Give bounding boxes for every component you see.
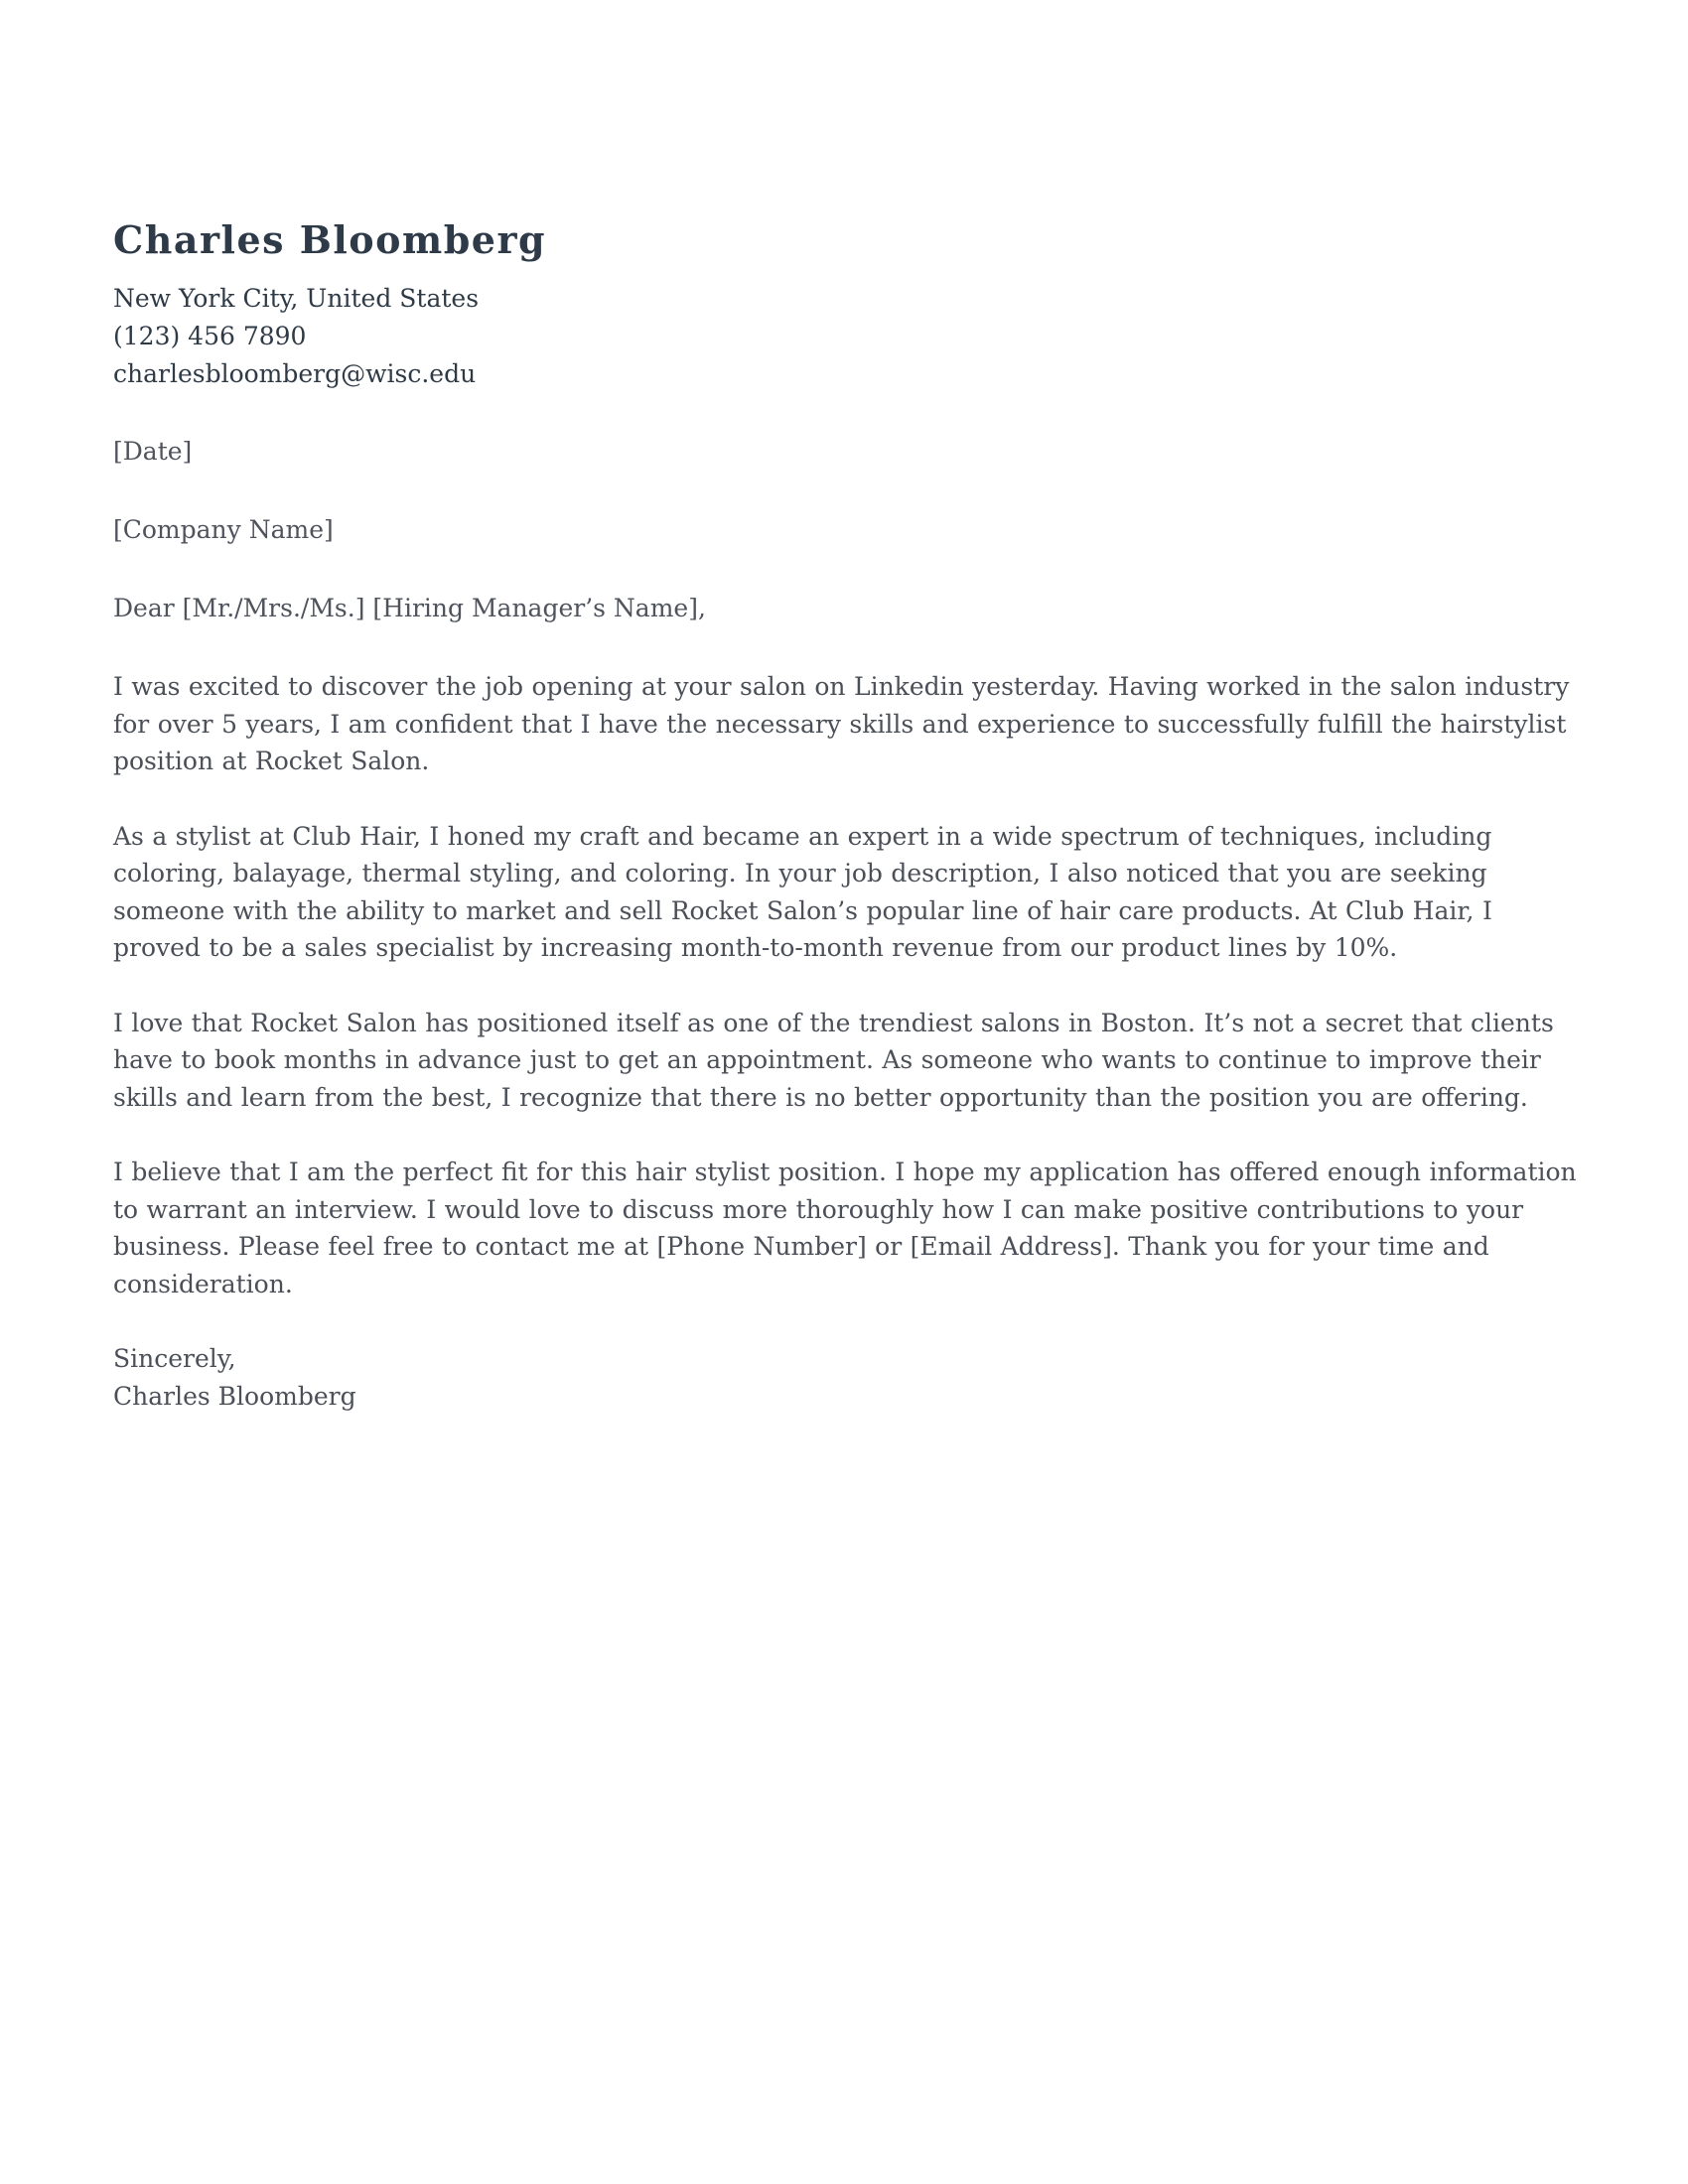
closing-block — [113, 1340, 1583, 1415]
company-name: [Company Name] — [113, 515, 334, 544]
body-paragraph-1: I was excited to discover the job opening at your salon on Linkedin yesterday. Having worked in the salon industry for over 5 years, I am confident that I have the necessary skills and experience to successfully fulfill the hairstylist position at Rocket Salon. — [113, 672, 1570, 775]
salutation: Dear [Mr./Mrs./Ms.] [Hiring Manager’s Name], — [113, 594, 706, 622]
contact-block — [113, 280, 1583, 393]
valediction: Sincerely, — [113, 1344, 236, 1373]
letter-date: [Date] — [113, 437, 193, 466]
body-paragraph-4: I believe that I am the perfect fit for this hair stylist position. I hope my application has offered enough information to warrant an interview. I would love to discuss more thoroughly how I can make positive contributions to your business. Please feel free to contact me at [Phone Number] or [Email Address]. Thank you for your time and consideration. — [113, 1158, 1577, 1298]
sender-location: New York City, United States — [113, 284, 480, 313]
cover-letter — [113, 212, 1583, 1415]
sender-name: Charles Bloomberg — [113, 217, 547, 262]
body-paragraph-2: As a stylist at Club Hair, I honed my craft and became an expert in a wide spectrum of techniques, including coloring, balayage, thermal styling, and coloring. In your job description, I also noticed that you are seeking someone with the ability to market and sell Rocket Salon’s popular line of hair care products. At Club Hair, I proved to be a sales specialist by increasing month-to-month revenue from our product lines by 10%. — [113, 821, 1492, 962]
sender-phone: (123) 456 7890 — [113, 322, 307, 350]
sender-email: charlesbloomberg@wisc.edu — [113, 359, 477, 388]
signature-name: Charles Bloomberg — [113, 1381, 356, 1411]
body-paragraph-3: I love that Rocket Salon has positioned itself as one of the trendiest salons in Boston. It’s not a secret that clients have to book months in advance just to get an appointment. As someone who wants to continue to improve their skills and learn from the best, I recognize that there is no better opportunity than the position you are offering. — [113, 1008, 1554, 1112]
